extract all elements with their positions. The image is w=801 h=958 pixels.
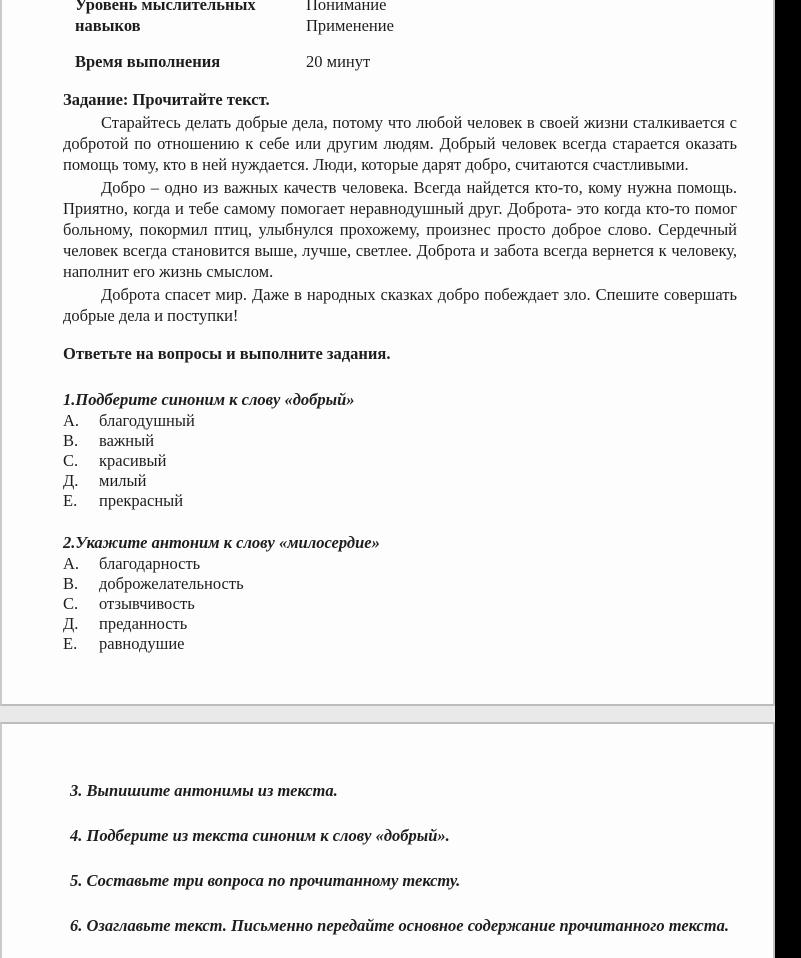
right-letterbox-strip	[775, 0, 801, 958]
skills-level-value	[306, 0, 394, 36]
option-text: важный	[99, 431, 155, 450]
option-text: преданность	[99, 614, 188, 633]
question-5: 5. Составьте три вопроса по прочитанному тексту.	[70, 871, 461, 890]
meta-row-skills	[75, 0, 737, 36]
option-letter: Е.	[63, 634, 78, 653]
meta-row-time	[75, 51, 737, 72]
option-row	[63, 574, 737, 594]
option-letter: Е.	[63, 491, 78, 510]
question-2-block	[63, 532, 737, 654]
answer-section-heading: Ответьте на вопросы и выполните задания.	[63, 344, 391, 363]
option-letter: А.	[63, 411, 80, 430]
question-1-options	[63, 411, 737, 511]
text-paragraph-3: Доброта спасет мир. Даже в народных сказках добро побеждает зло. Спешите совершать добрые дела и поступки!	[63, 285, 737, 325]
option-row	[63, 451, 737, 471]
option-row	[63, 594, 737, 614]
task-heading: Задание: Прочитайте текст.	[63, 90, 270, 109]
option-row	[63, 614, 737, 634]
option-letter: В.	[63, 431, 79, 450]
worksheet-page-2	[0, 722, 775, 958]
question-3: 3. Выпишите антонимы из текста.	[70, 781, 338, 800]
question-1-title: 1.Подберите синоним к слову «добрый»	[63, 390, 355, 409]
option-text: красивый	[99, 451, 167, 470]
time-label: Время выполнения	[75, 52, 221, 71]
page-2-content	[2, 724, 773, 936]
option-letter: Д.	[63, 471, 79, 490]
option-text: равнодушие	[99, 634, 185, 653]
option-text: благодушный	[99, 411, 195, 430]
option-letter: С.	[63, 451, 79, 470]
meta-table	[75, 0, 737, 72]
page-1-content	[2, 0, 773, 654]
option-row	[63, 411, 737, 431]
skills-level-label: Уровень мыслительных навыков	[75, 0, 256, 35]
option-row	[63, 491, 737, 511]
option-row	[63, 471, 737, 491]
question-2-options	[63, 554, 737, 654]
question-2-title: 2.Укажите антоним к слову «милосердие»	[63, 533, 380, 552]
option-text: благодарность	[99, 554, 201, 573]
option-letter: А.	[63, 554, 80, 573]
option-text: прекрасный	[99, 491, 184, 510]
skills-value-line-2: Применение	[306, 16, 394, 35]
question-4: 4. Подберите из текста синоним к слову «добрый».	[70, 826, 450, 845]
option-row	[63, 554, 737, 574]
text-paragraph-2: Добро – одно из важных качеств человека. Всегда найдется кто-то, кому нужна помощь. Приятно, когда и тебе самому помогает неравнодушный друг. Доброта- это когда кто-то помог больному, покормил птиц, улыбнулся прохожему, произнес просто доброе слово. Сердечный человек всегда становится выше, лучше, светлее. Доброта и забота всегда вернется к человеку, наполнит его жизнь смыслом.	[63, 178, 737, 281]
time-value: 20 минут	[306, 52, 371, 71]
skills-value-line-1: Понимание	[306, 0, 387, 14]
option-text: доброжелательность	[99, 574, 244, 593]
text-paragraph-1: Старайтесь делать добрые дела, потому что любой человек в своей жизни сталкивается с добротой по отношению к себе или другим людям. Добрый человек всегда старается оказать помощь тому, кто в ней нуждается. Люди, которые дарят добро, считаются счастливыми.	[63, 113, 737, 174]
question-6: 6. Озаглавьте текст. Письменно передайте основное содержание прочитанного текста.	[70, 916, 729, 935]
option-row	[63, 634, 737, 654]
option-letter: С.	[63, 594, 79, 613]
option-letter: Д.	[63, 614, 79, 633]
option-letter: В.	[63, 574, 79, 593]
question-1-block	[63, 389, 737, 511]
option-text: милый	[99, 471, 147, 490]
option-row	[63, 431, 737, 451]
option-text: отзывчивость	[99, 594, 195, 613]
